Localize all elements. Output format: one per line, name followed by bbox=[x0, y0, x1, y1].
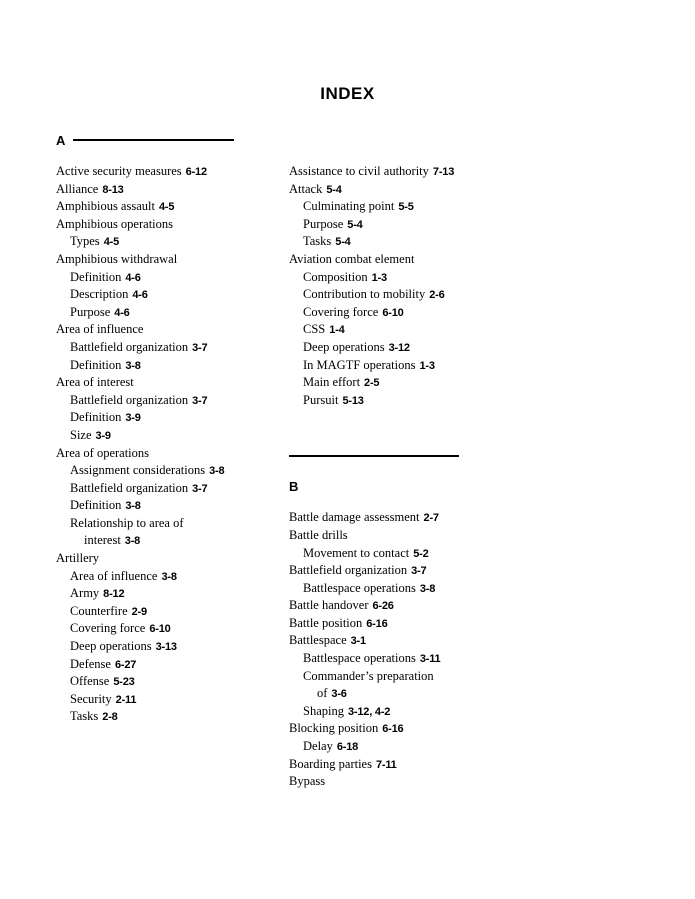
list-item[interactable] bbox=[56, 445, 234, 463]
entry-text: Alliance bbox=[56, 181, 99, 196]
list-item[interactable] bbox=[56, 515, 234, 533]
entry-text: Covering force bbox=[70, 621, 146, 636]
entry-text: Composition bbox=[303, 269, 368, 284]
entry-page: 2-11 bbox=[115, 693, 137, 706]
entry-text: Bypass bbox=[289, 774, 326, 789]
entry-text: Size bbox=[70, 427, 92, 442]
list-item[interactable] bbox=[56, 409, 234, 427]
entry-page: 3-8 bbox=[124, 535, 141, 548]
list-item[interactable] bbox=[56, 321, 234, 339]
entry-text: Main effort bbox=[303, 375, 361, 390]
section-header-b bbox=[289, 477, 529, 495]
entry-text: Purpose bbox=[303, 216, 344, 231]
list-item[interactable] bbox=[289, 615, 529, 633]
entry-text: Active security measures bbox=[56, 164, 182, 178]
entry-page: 3-6 bbox=[331, 688, 347, 701]
entry-page: 2-6 bbox=[429, 289, 445, 302]
entry-page: 3-13 bbox=[155, 641, 177, 654]
list-item[interactable] bbox=[56, 339, 234, 357]
list-item[interactable] bbox=[289, 304, 529, 322]
list-item[interactable] bbox=[289, 685, 529, 703]
list-item[interactable] bbox=[289, 374, 529, 392]
entry-text: interest bbox=[84, 533, 121, 548]
entry-page: 5-13 bbox=[342, 394, 364, 407]
list-item[interactable] bbox=[56, 304, 234, 322]
entry-page: 4-5 bbox=[158, 201, 175, 214]
entry-text: Army bbox=[70, 586, 100, 601]
list-item[interactable] bbox=[56, 216, 234, 234]
entry-text: Deep operations bbox=[303, 339, 385, 354]
entry-page: 6-26 bbox=[372, 600, 394, 613]
index-column-right bbox=[289, 131, 529, 791]
list-item[interactable] bbox=[56, 656, 234, 674]
entry-page: 3-9 bbox=[125, 412, 141, 425]
list-item[interactable] bbox=[289, 286, 529, 304]
entry-text: Battlefield organization bbox=[70, 392, 189, 407]
entry-page: 2-5 bbox=[364, 377, 380, 390]
entry-page: 4-6 bbox=[125, 271, 141, 284]
entry-text: Aviation combat element bbox=[289, 251, 415, 266]
entry-page: 6-16 bbox=[366, 617, 388, 630]
entry-text: Battlespace operations bbox=[303, 651, 416, 666]
entry-page: 4-5 bbox=[103, 236, 119, 249]
entry-text: Battlefield organization bbox=[70, 480, 189, 495]
entry-text: Artillery bbox=[56, 551, 100, 566]
entry-text: Definition bbox=[70, 269, 122, 284]
entry-text: Definition bbox=[70, 357, 122, 372]
entry-text: Tasks bbox=[70, 709, 99, 724]
entry-page: 3-9 bbox=[95, 429, 111, 442]
entry-page: 6-10 bbox=[382, 306, 404, 319]
entry-text: Battlespace bbox=[289, 633, 347, 648]
entry-text: Contribution to mobility bbox=[303, 287, 426, 302]
list-item[interactable] bbox=[289, 738, 529, 756]
entry-page: 3-7 bbox=[192, 394, 208, 407]
index-entry-list-a-continued bbox=[289, 163, 529, 409]
list-item[interactable] bbox=[289, 545, 529, 563]
entry-text: Battle handover bbox=[289, 598, 369, 613]
entry-page: 3-8 bbox=[209, 465, 225, 478]
entry-text: Definition bbox=[70, 410, 122, 425]
list-item[interactable] bbox=[289, 632, 529, 650]
entry-page: 3-11 bbox=[419, 653, 441, 666]
list-item[interactable] bbox=[56, 550, 234, 568]
section-letter-b: B bbox=[289, 478, 299, 494]
entry-text: Amphibious withdrawal bbox=[56, 251, 178, 266]
list-item[interactable] bbox=[56, 480, 234, 498]
entry-page: 3-12 bbox=[388, 341, 410, 354]
entry-page: 1-3 bbox=[371, 271, 387, 284]
index-column-left bbox=[56, 131, 234, 726]
entry-text: Delay bbox=[303, 739, 333, 754]
entry-text: Types bbox=[70, 234, 100, 249]
entry-text: Security bbox=[70, 691, 112, 706]
list-item[interactable] bbox=[289, 163, 529, 181]
entry-text: Battle position bbox=[289, 615, 363, 630]
entry-text: Area of operations bbox=[56, 445, 150, 460]
section-rule-b-wrap bbox=[289, 451, 529, 461]
list-item[interactable] bbox=[289, 650, 529, 668]
entry-page: 3-8 bbox=[125, 500, 141, 513]
list-item[interactable] bbox=[56, 585, 234, 603]
entry-text: Attack bbox=[289, 181, 323, 196]
entry-page: 3-7 bbox=[192, 482, 208, 495]
entry-page: 5-4 bbox=[347, 218, 363, 231]
entry-text: Shaping bbox=[303, 703, 344, 718]
list-item[interactable] bbox=[56, 392, 234, 410]
index-entry-list-b bbox=[289, 509, 529, 791]
entry-text: Amphibious assault bbox=[56, 199, 155, 214]
list-item[interactable] bbox=[289, 509, 529, 527]
list-item[interactable] bbox=[289, 720, 529, 738]
entry-page: 3-7 bbox=[192, 341, 208, 354]
entry-page: 5-4 bbox=[326, 183, 342, 196]
list-item[interactable] bbox=[289, 668, 529, 686]
entry-page: 2-9 bbox=[131, 605, 147, 618]
entry-text: Purpose bbox=[70, 304, 111, 319]
entry-text: Offense bbox=[70, 674, 110, 689]
entry-page: 2-7 bbox=[423, 512, 439, 525]
entry-text: Definition bbox=[70, 498, 122, 513]
section-letter-a: A bbox=[56, 132, 66, 148]
list-item[interactable] bbox=[56, 532, 234, 550]
index-columns bbox=[56, 131, 641, 791]
list-item[interactable] bbox=[289, 357, 529, 375]
section-rule-a bbox=[73, 139, 234, 141]
entry-page: 5-2 bbox=[413, 547, 429, 560]
entry-page: 3-1 bbox=[350, 635, 366, 648]
entry-text: Battle drills bbox=[289, 527, 348, 542]
list-item[interactable] bbox=[289, 269, 529, 287]
entry-text: In MAGTF operations bbox=[303, 357, 416, 372]
entry-page: 3-8 bbox=[161, 570, 177, 583]
list-item[interactable] bbox=[56, 462, 234, 480]
section-header-a bbox=[56, 131, 234, 149]
entry-text: Movement to contact bbox=[303, 545, 410, 560]
list-item[interactable] bbox=[56, 638, 234, 656]
entry-text: Covering force bbox=[303, 304, 379, 319]
list-item[interactable] bbox=[289, 251, 529, 269]
entry-text: of bbox=[317, 686, 328, 701]
entry-text: Counterfire bbox=[70, 603, 128, 618]
list-item[interactable] bbox=[56, 233, 234, 251]
entry-page: 6-10 bbox=[149, 623, 171, 636]
list-item[interactable] bbox=[289, 597, 529, 615]
list-item[interactable] bbox=[56, 357, 234, 375]
entry-page: 6-18 bbox=[336, 741, 359, 754]
list-item[interactable] bbox=[56, 286, 234, 304]
list-item[interactable] bbox=[56, 708, 234, 726]
list-item[interactable] bbox=[289, 339, 529, 357]
entry-text: Area of influence bbox=[56, 322, 144, 337]
entry-page: 1-4 bbox=[329, 324, 345, 337]
entry-text: Battlespace operations bbox=[303, 580, 416, 595]
list-item[interactable] bbox=[289, 198, 529, 216]
entry-page: 4-6 bbox=[114, 306, 130, 319]
entry-text: Boarding parties bbox=[289, 756, 372, 771]
list-item[interactable] bbox=[289, 233, 529, 251]
list-item[interactable] bbox=[56, 427, 234, 445]
list-item[interactable] bbox=[56, 163, 234, 181]
entry-page: 7-13 bbox=[432, 166, 455, 178]
entry-text: Amphibious operations bbox=[56, 216, 174, 231]
list-item[interactable] bbox=[289, 703, 529, 721]
list-item[interactable] bbox=[289, 527, 529, 545]
section-gap bbox=[289, 409, 529, 451]
entry-page: 4-6 bbox=[132, 289, 148, 302]
list-item[interactable] bbox=[56, 691, 234, 709]
list-item[interactable] bbox=[56, 374, 234, 392]
entry-text: Area of influence bbox=[70, 568, 158, 583]
list-item[interactable] bbox=[289, 321, 529, 339]
page-title: INDEX bbox=[320, 84, 375, 103]
entry-page: 8-13 bbox=[102, 183, 124, 196]
entry-text: Tasks bbox=[303, 234, 332, 249]
entry-page: 3-8 bbox=[419, 582, 436, 595]
list-item[interactable] bbox=[289, 562, 529, 580]
entry-text: Pursuit bbox=[303, 392, 339, 407]
entry-page: 7-11 bbox=[375, 758, 397, 771]
list-item[interactable] bbox=[56, 497, 234, 515]
entry-page: 5-4 bbox=[335, 236, 351, 249]
list-item[interactable] bbox=[56, 251, 234, 269]
list-item[interactable] bbox=[56, 198, 234, 216]
entry-text: Defense bbox=[70, 656, 111, 671]
entry-page: 6-27 bbox=[114, 658, 137, 671]
entry-page: 3-12, 4-2 bbox=[347, 705, 391, 718]
entry-text: Relationship to area of bbox=[70, 515, 184, 530]
entry-page: 6-12 bbox=[185, 166, 207, 178]
entry-page: 6-16 bbox=[382, 723, 404, 736]
list-item[interactable] bbox=[289, 392, 529, 410]
entry-page: 8-12 bbox=[103, 588, 125, 601]
list-item[interactable] bbox=[289, 773, 529, 791]
entry-text: Deep operations bbox=[70, 639, 152, 654]
entry-text: Commander’s preparation bbox=[303, 668, 434, 683]
entry-text: Assistance to civil authority bbox=[289, 164, 429, 178]
entry-text: Battle damage assessment bbox=[289, 510, 420, 525]
list-item[interactable] bbox=[56, 673, 234, 691]
list-item[interactable] bbox=[56, 269, 234, 287]
section-rule-b bbox=[289, 455, 459, 457]
entry-page: 1-3 bbox=[419, 359, 435, 372]
entry-text: Culminating point bbox=[303, 199, 395, 214]
index-entry-list-a bbox=[56, 163, 234, 726]
entry-text: Description bbox=[70, 287, 129, 302]
list-item[interactable] bbox=[56, 181, 234, 199]
entry-page: 3-8 bbox=[125, 359, 141, 372]
entry-text: CSS bbox=[303, 322, 326, 337]
entry-page: 5-5 bbox=[398, 201, 414, 214]
entry-page: 5-23 bbox=[113, 676, 135, 689]
entry-text: Assignment considerations bbox=[70, 463, 206, 478]
list-item[interactable] bbox=[289, 756, 529, 774]
list-item[interactable] bbox=[289, 580, 529, 598]
list-item[interactable] bbox=[289, 181, 529, 199]
entry-text: Battlefield organization bbox=[70, 339, 189, 354]
entry-text: Area of interest bbox=[56, 375, 134, 390]
entry-page: 2-8 bbox=[102, 711, 118, 724]
entry-page: 3-7 bbox=[411, 565, 427, 578]
entry-text: Battlefield organization bbox=[289, 563, 408, 578]
list-item[interactable] bbox=[289, 216, 529, 234]
section-header-continuation bbox=[289, 131, 529, 149]
entry-text: Blocking position bbox=[289, 721, 379, 736]
list-item[interactable] bbox=[56, 568, 234, 586]
list-item[interactable] bbox=[56, 603, 234, 621]
list-item[interactable] bbox=[56, 620, 234, 638]
